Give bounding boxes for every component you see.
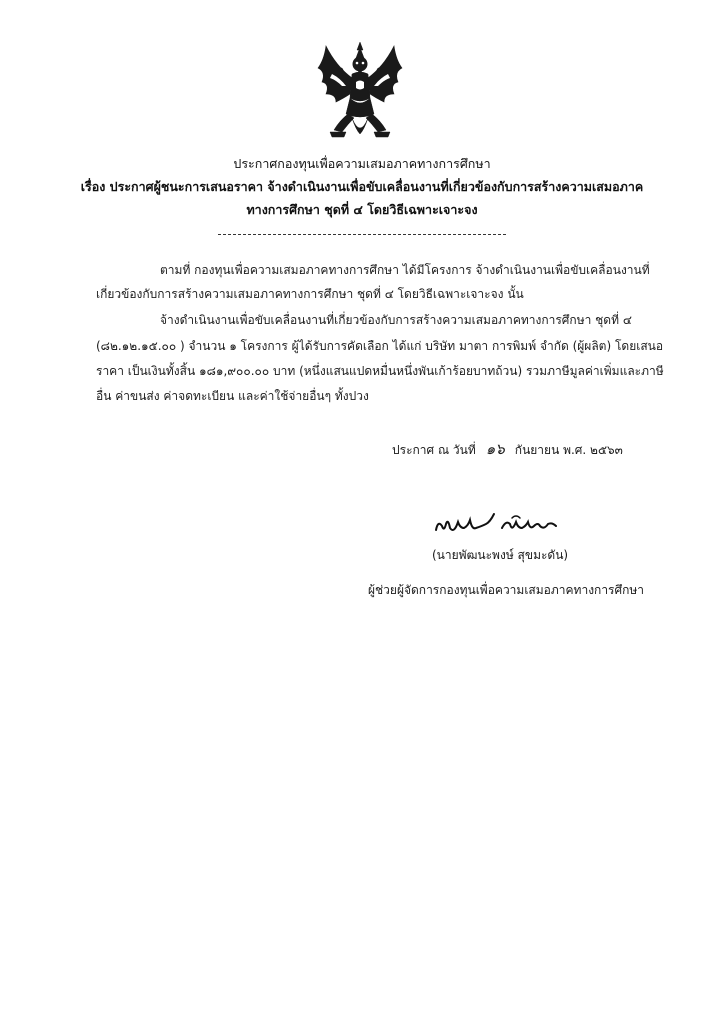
garuda-emblem-icon xyxy=(312,38,408,142)
subject-line-2: ทางการศึกษา ชุดที่ ๔ โดยวิธีเฉพาะเจาะจง xyxy=(246,202,478,217)
announcement-prefix: ประกาศ ณ วันที่ xyxy=(392,443,476,457)
paragraph-1-line-2: เกี่ยวข้องกับการสร้างความเสมอภาคทางการศึกษา ชุดที่ ๔ โดยวิธีเฉพาะเจาะจง นั้น xyxy=(96,287,524,301)
paragraph-2-line-2: (๘๒.๑๒.๑๕.๐๐ ) จำนวน ๑ โครงการ ผู้ได้รับการคัดเลือก ได้แก่ บริษัท มาตา การพิมพ์ จำกัด (ผู้ผลิต) โดยเสนอ xyxy=(96,339,664,353)
paragraph-2-line-4: อื่น ค่าขนส่ง ค่าจดทะเบียน และค่าใช้จ่ายอื่นๆ ทั้งปวง xyxy=(96,389,369,403)
announcement-date xyxy=(392,441,623,458)
paragraph-2-line-1: จ้างดำเนินงานเพื่อขับเคลื่อนงานที่เกี่ยวข้องกับการสร้างความเสมอภาคทางการศึกษา ชุดที่ ๔ xyxy=(160,313,632,327)
signatory-name: (นายพัฒนะพงษ์ สุขมะดัน) xyxy=(432,548,569,562)
signatory-position: ผู้ช่วยผู้จัดการกองทุนเพื่อความเสมอภาคทางการศึกษา xyxy=(368,583,645,597)
header-divider xyxy=(218,234,506,235)
handwritten-signature xyxy=(432,508,592,538)
paragraph-2-line-3: ราคา เป็นเงินทั้งสิ้น ๑๘๑,๙๐๐.๐๐ บาท (หนึ่งแสนแปดหมื่นหนึ่งพันเก้าร้อยบาทถ้วน) รวมภาษีมูลค่าเพิ่มและภาษี xyxy=(96,364,664,378)
announcement-month-year: กันยายน พ.ศ. ๒๕๖๓ xyxy=(514,443,623,457)
page-title: ประกาศกองทุนเพื่อความเสมอภาคทางการศึกษา xyxy=(233,156,491,171)
paragraph-1-line-1: ตามที่ กองทุนเพื่อความเสมอภาคทางการศึกษา ได้มีโครงการ จ้างดำเนินงานเพื่อขับเคลื่อนงานที่ xyxy=(160,263,650,277)
subject-line-1: เรื่อง ประกาศผู้ชนะการเสนอราคา จ้างดำเนินงานเพื่อขับเคลื่อนงานที่เกี่ยวข้องกับการสร้างความเสมอภาค xyxy=(80,179,644,194)
announcement-day: ๑๖ xyxy=(485,440,505,458)
